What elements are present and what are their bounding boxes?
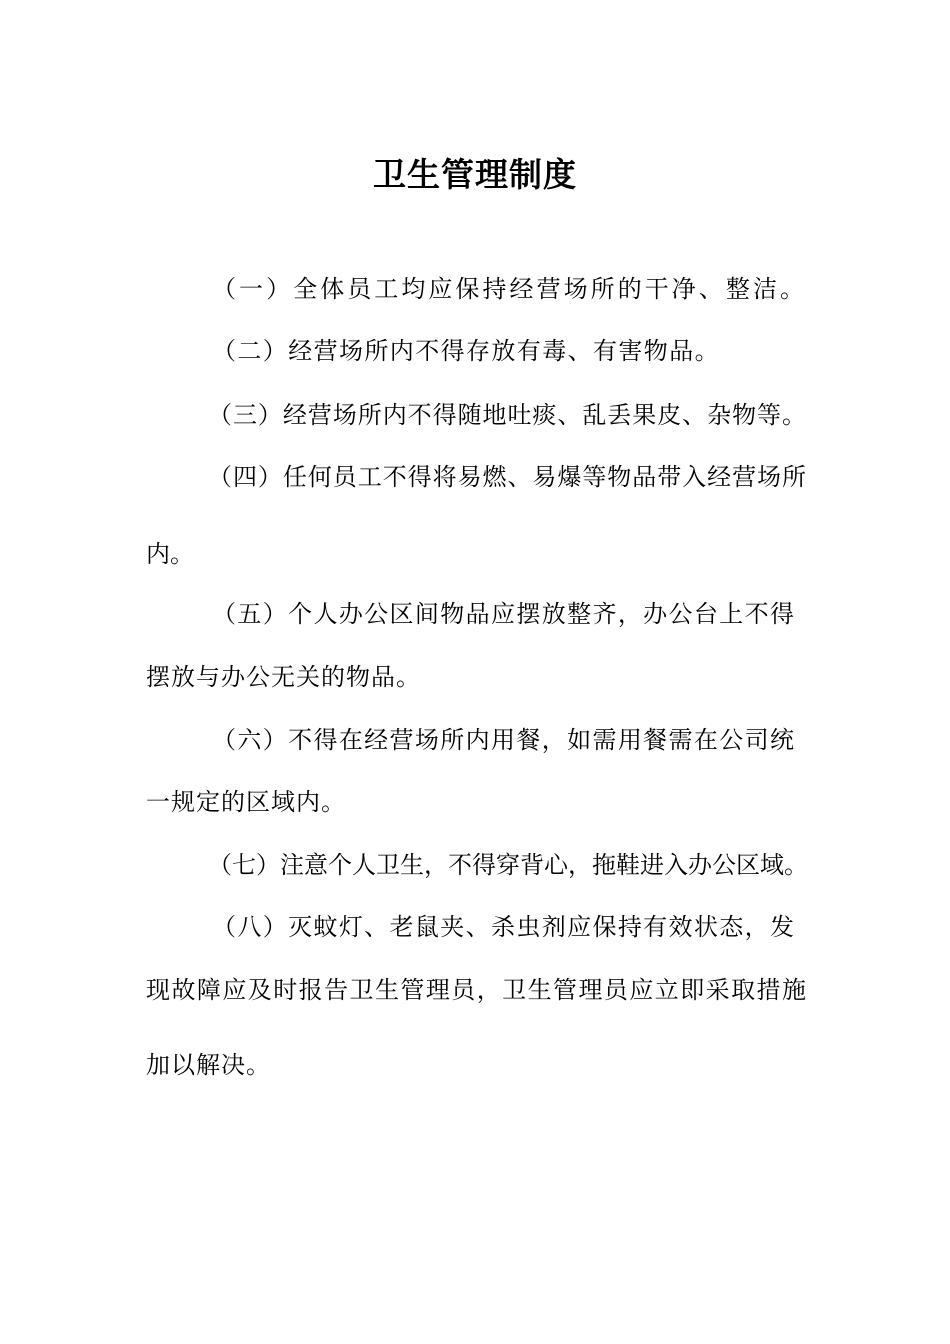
- rule-1-line-1: （一）全体员工均应保持经营场所的干净、整洁。: [212, 275, 804, 303]
- rule-3-line-1: （三）经营场所内不得随地吐痰、乱丢果皮、杂物等。: [208, 401, 806, 429]
- rule-6-line-1: （六）不得在经营场所内用餐，如需用餐需在公司统: [212, 726, 794, 754]
- rule-5-line-2: 摆放与办公无关的物品。: [146, 663, 421, 691]
- rule-8-line-2: 现故障应及时报告卫生管理员，卫生管理员应立即采取措施: [146, 976, 806, 1004]
- rule-2-line-1: （二）经营场所内不得存放有毒、有害物品。: [212, 337, 720, 365]
- rule-7-line-1: （七）注意个人卫生，不得穿背心，拖鞋进入办公区域。: [208, 851, 808, 879]
- rule-5-line-1: （五）个人办公区间物品应摆放整齐，办公台上不得: [212, 600, 794, 628]
- rule-8-line-1: （八）灭蚊灯、老鼠夹、杀虫剂应保持有效状态，发: [212, 913, 794, 941]
- rule-8-line-3: 加以解决。: [146, 1051, 271, 1079]
- rule-4-line-1: （四）任何员工不得将易燃、易爆等物品带入经营场所: [208, 463, 806, 491]
- rule-6-line-2: 一规定的区域内。: [146, 788, 346, 816]
- document-title: 卫生管理制度: [373, 155, 577, 194]
- rule-4-line-2: 内。: [146, 540, 194, 568]
